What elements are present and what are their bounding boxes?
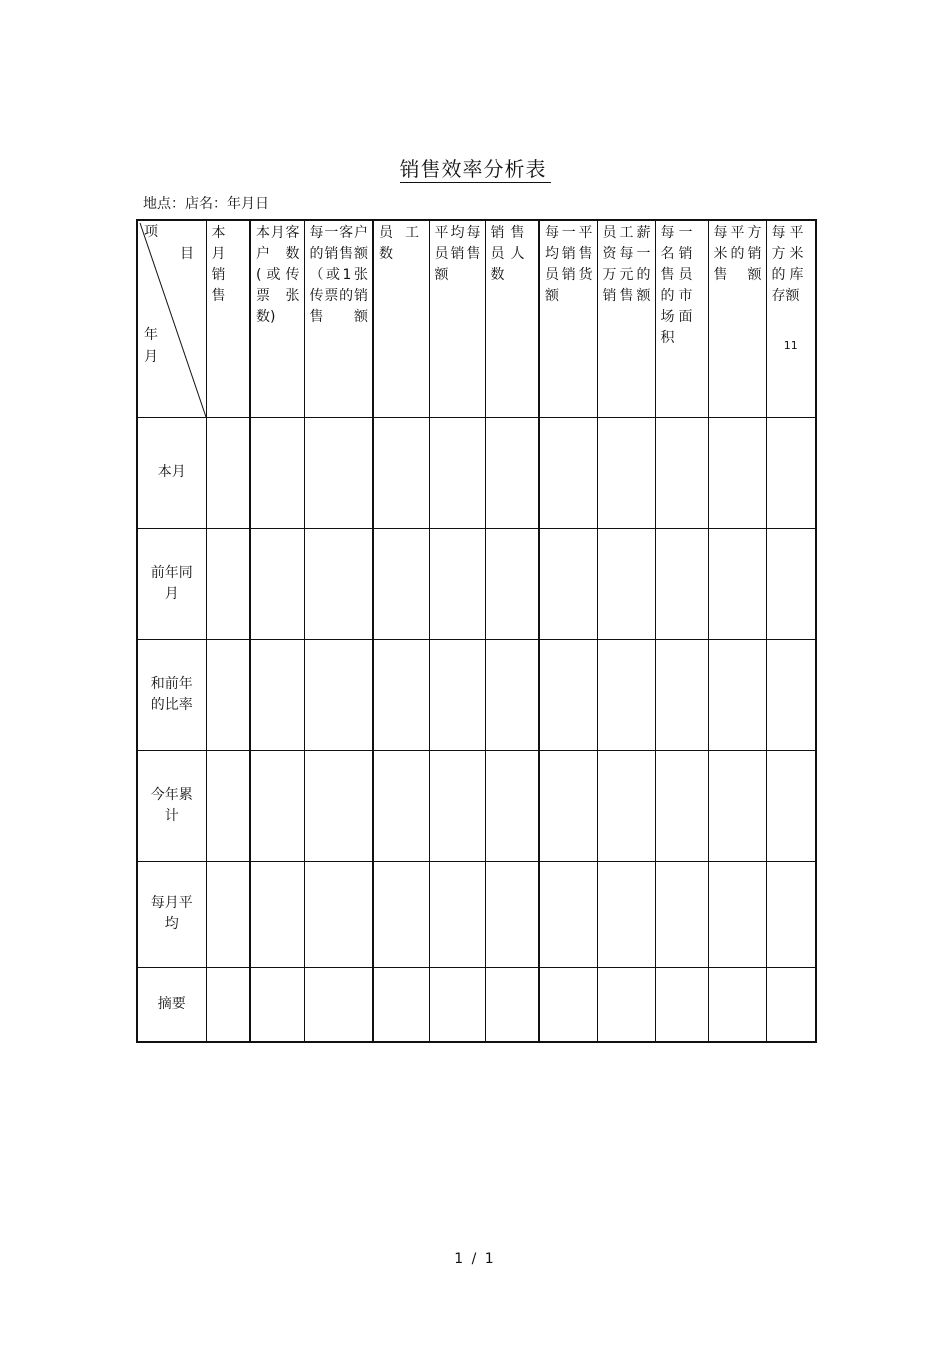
row-label: 和前年的比率 — [150, 675, 193, 713]
column-header: 本月客户数(或传票张数) — [250, 220, 304, 417]
page-title-text: 销售效率分析表 — [400, 157, 551, 183]
column-header: 每一客户的销售额（或1张传票的销售额 — [304, 220, 373, 417]
table-row — [137, 967, 816, 1042]
row-label: 今年累计 — [150, 786, 193, 824]
column-header: 销售员人数 — [485, 220, 539, 417]
column-header: 平均每员销售额 — [429, 220, 485, 417]
row-label: 前年同月 — [150, 564, 193, 602]
column-header: 员工数 — [373, 220, 429, 417]
corner-cell — [137, 220, 206, 417]
corner-label-xiang: 项 — [144, 224, 158, 240]
column-header: 每平方米的销售额 — [708, 220, 766, 417]
header-row — [137, 220, 816, 417]
column-header: 每一平均销售员销货额 — [539, 220, 597, 417]
column-header: 每一名销售员的市场面积 — [655, 220, 708, 417]
column-header: 员工薪资每一万元的销售额 — [597, 220, 655, 417]
page-title — [0, 153, 950, 182]
column-header: 本月销售 — [206, 220, 250, 417]
diagonal-line — [138, 221, 207, 418]
table-row — [137, 528, 816, 639]
corner-label-nian: 年 — [144, 327, 158, 343]
table-row — [137, 639, 816, 750]
corner-label-yue: 月 — [144, 349, 158, 365]
sales-efficiency-table — [136, 219, 817, 1043]
column-note: 11 — [783, 339, 798, 352]
row-label: 本月 — [157, 464, 186, 480]
table-row — [137, 861, 816, 967]
page-number: 1 / 1 — [454, 1251, 496, 1267]
table-row — [137, 750, 816, 861]
row-label: 每月平均 — [150, 895, 193, 932]
row-label: 摘要 — [157, 995, 186, 1012]
table-row — [137, 417, 816, 528]
location-line: 地点：店名：年月日 — [143, 196, 269, 212]
column-header: 每平方米的库存额 11 — [766, 220, 816, 417]
corner-label-mu: 目 — [180, 246, 194, 262]
